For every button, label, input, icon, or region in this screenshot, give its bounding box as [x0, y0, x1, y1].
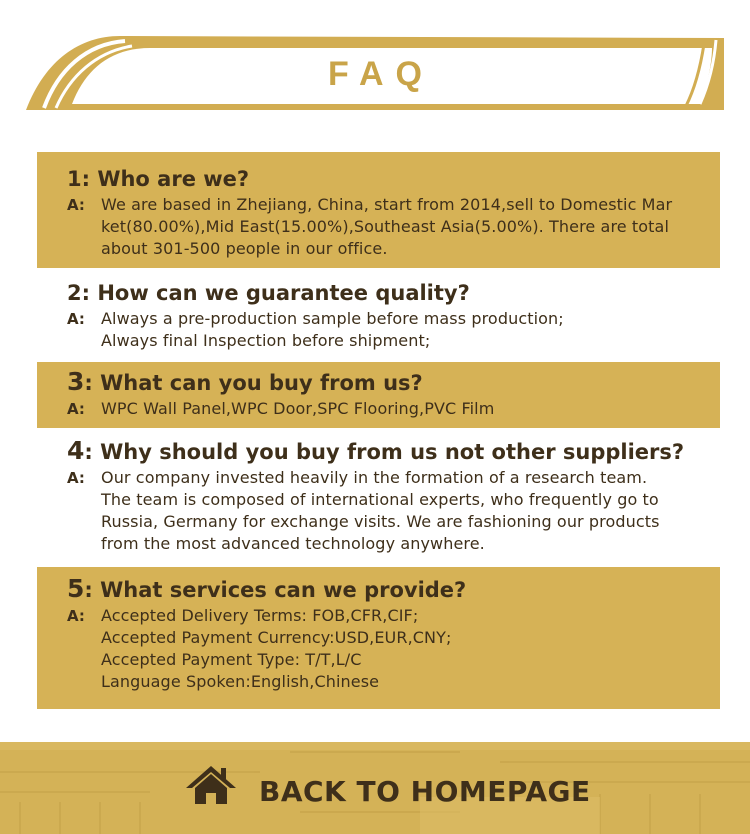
faq-answer — [67, 605, 720, 693]
answer-line: The team is composed of international experts, who frequently go to — [101, 490, 659, 509]
faq-item-3 — [37, 362, 720, 428]
answer-label: A: — [67, 400, 85, 418]
back-to-homepage-button[interactable] — [0, 742, 750, 834]
page-title: FAQ — [328, 55, 434, 93]
answer-line: ket(80.00%),Mid East(15.00%),Southeast Asia(5.00%). There are total — [101, 217, 670, 236]
faq-answer — [67, 467, 720, 555]
back-to-homepage-label: BACK TO HOMEPAGE — [259, 775, 591, 808]
faq-question-text: : Why should you buy from us not other suppliers? — [84, 440, 685, 464]
answer-label: A: — [67, 469, 85, 487]
faq-question — [67, 369, 720, 396]
answer-line: Always a pre-production sample before mass production; — [101, 309, 564, 328]
answer-line: Our company invested heavily in the formation of a research team. — [101, 468, 648, 487]
faq-item-4 — [37, 430, 720, 566]
faq-answer — [67, 398, 720, 420]
faq-question: 1: Who are we? — [67, 167, 250, 191]
answer-line: about 301-500 people in our office. — [101, 239, 388, 258]
answer-line: Accepted Payment Type: T/T,L/C — [101, 650, 362, 669]
home-icon — [184, 764, 238, 806]
answer-line: Language Spoken:English,Chinese — [101, 672, 380, 691]
answer-label: A: — [67, 607, 85, 625]
faq-question: 2: How can we guarantee quality? — [67, 281, 470, 305]
answer-line: Russia, Germany for exchange visits. We are fashioning our products — [101, 512, 660, 531]
answer-line: We are based in Zhejiang, China, start from 2014,sell to Domestic Mar — [101, 195, 673, 214]
answer-line: Accepted Delivery Terms: FOB,CFR,CIF; — [101, 606, 419, 625]
answer-label: A: — [67, 196, 85, 214]
faq-answer — [67, 308, 720, 352]
answer-line: WPC Wall Panel,WPC Door,SPC Flooring,PVC Film — [101, 399, 495, 418]
faq-number: 4 — [67, 436, 85, 465]
faq-item-2 — [37, 270, 720, 360]
faq-number: 5 — [67, 574, 85, 603]
faq-question-text: : What can you buy from us? — [84, 371, 423, 395]
faq-number: 3 — [67, 367, 85, 396]
faq-question — [67, 576, 720, 603]
answer-line: Always final Inspection before shipment; — [101, 331, 431, 350]
faq-question-text: : What services can we provide? — [84, 578, 467, 602]
faq-item-1 — [37, 152, 720, 268]
answer-line: from the most advanced technology anywhere. — [101, 534, 485, 553]
answer-line: Accepted Payment Currency:USD,EUR,CNY; — [101, 628, 452, 647]
answer-label: A: — [67, 310, 85, 328]
faq-answer — [67, 194, 720, 260]
faq-question — [67, 438, 720, 465]
faq-item-5 — [37, 567, 720, 709]
faq-header-banner — [0, 0, 750, 130]
